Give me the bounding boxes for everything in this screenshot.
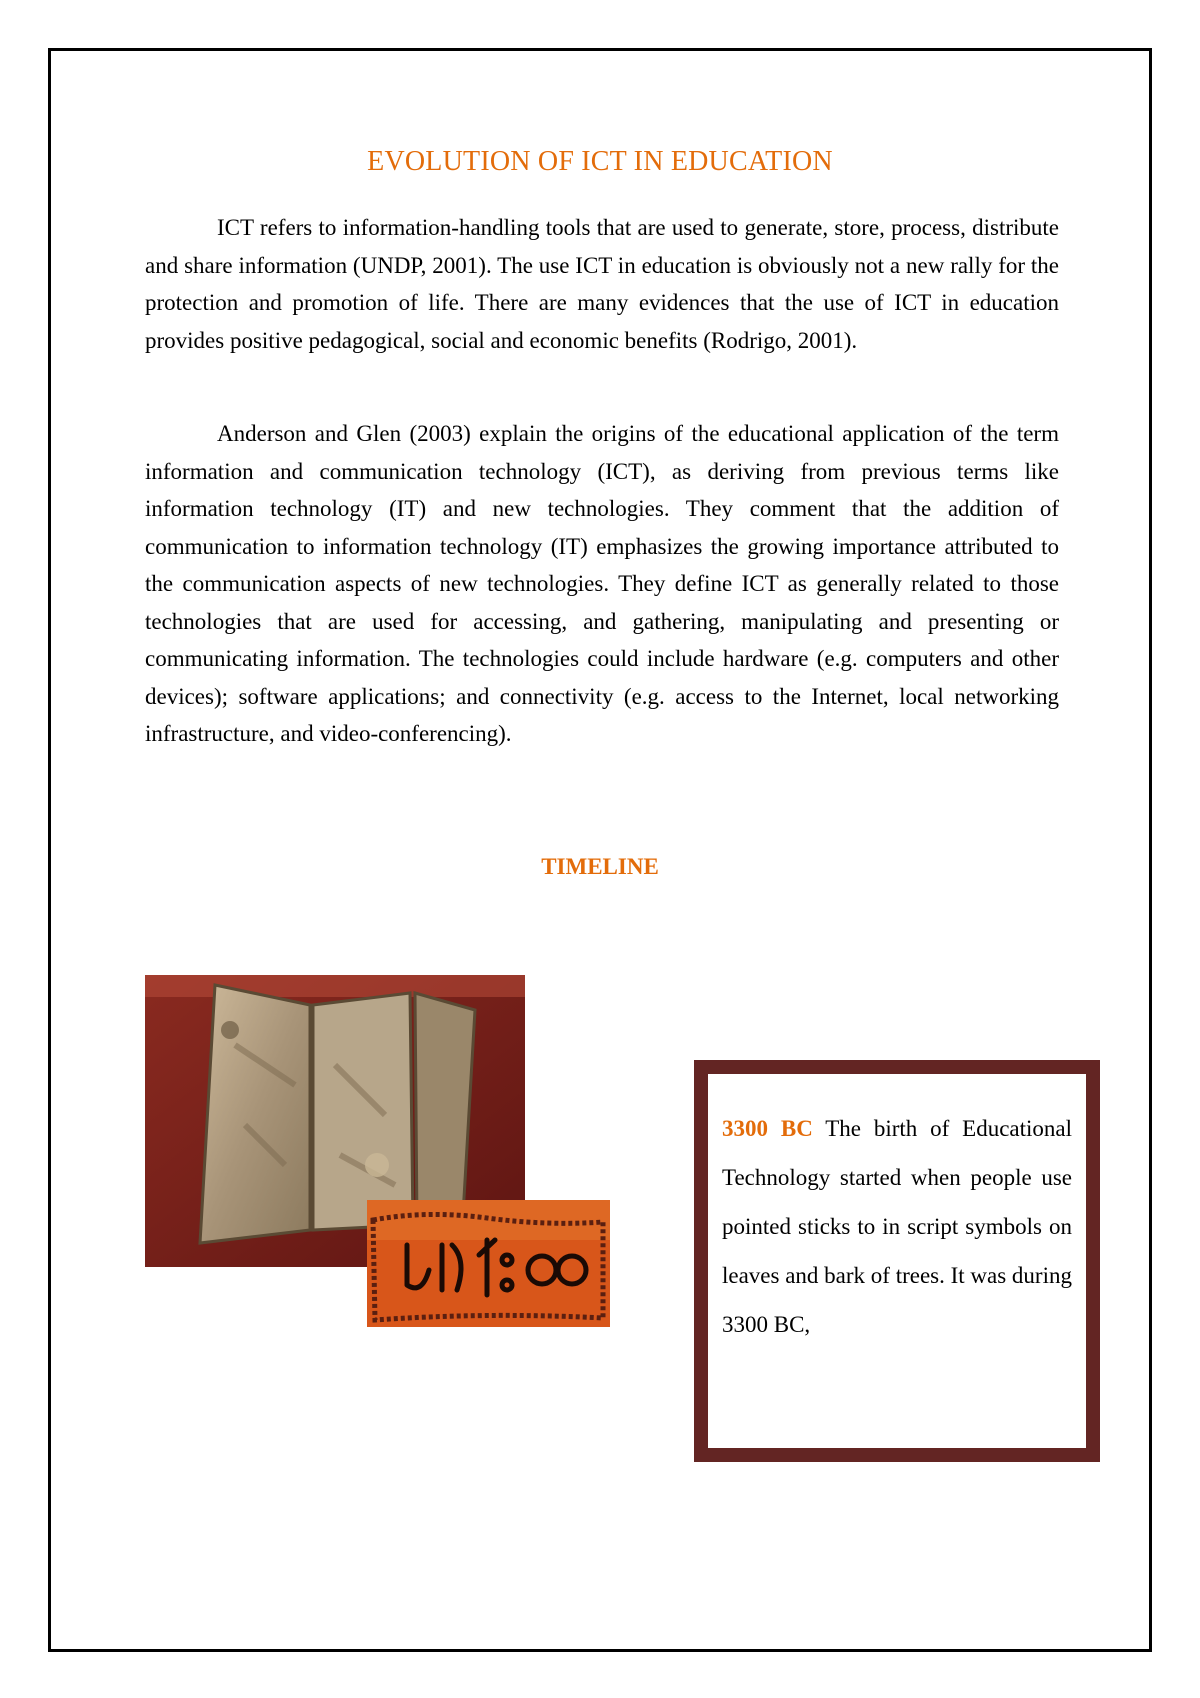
timeline-heading: TIMELINE [541,854,659,879]
paragraph-1 [145,209,1059,359]
paragraph-2 [145,415,1059,753]
timeline-entry-description: The birth of Educational Technology started when people use pointed sticks to in script symbols on leaves and bark of trees. It was during 3300 BC, [722,1116,1073,1337]
timeline-entry-year: 3300 BC [722,1116,813,1141]
paragraph-2-text: Anderson and Glen (2003) explain the origins of the educational application of the term information and communication technology (ICT), as deriving from previous terms like information technology (IT) and new technologies. They comment that the addition of communication to information technology (IT) emphasizes the growing importance attributed to the communication aspects of new technologies. They define ICT as generally related to those technologies that are used for accessing, and gathering, manipulating and presenting or communicating information. The technologies could include hardware (e.g. computers and other devices); software applications; and connectivity (e.g. access to the Internet, local networking infrastructure, and video-conferencing). [145,421,1059,746]
timeline-entry-text [722,1104,1072,1349]
page-title: EVOLUTION OF ICT IN EDUCATION [367,146,833,177]
paragraph-1-text: ICT refers to information-handling tools that are used to generate, store, process, distribute and share information (UNDP, 2001). The use ICT in education is obviously not a new rally for the protection and promotion of life. There are many evidences that the use of ICT in education provides positive pedagogical, social and economic benefits (Rodrigo, 2001). [145,215,1059,353]
ancient-script-symbols-image [367,1200,610,1327]
